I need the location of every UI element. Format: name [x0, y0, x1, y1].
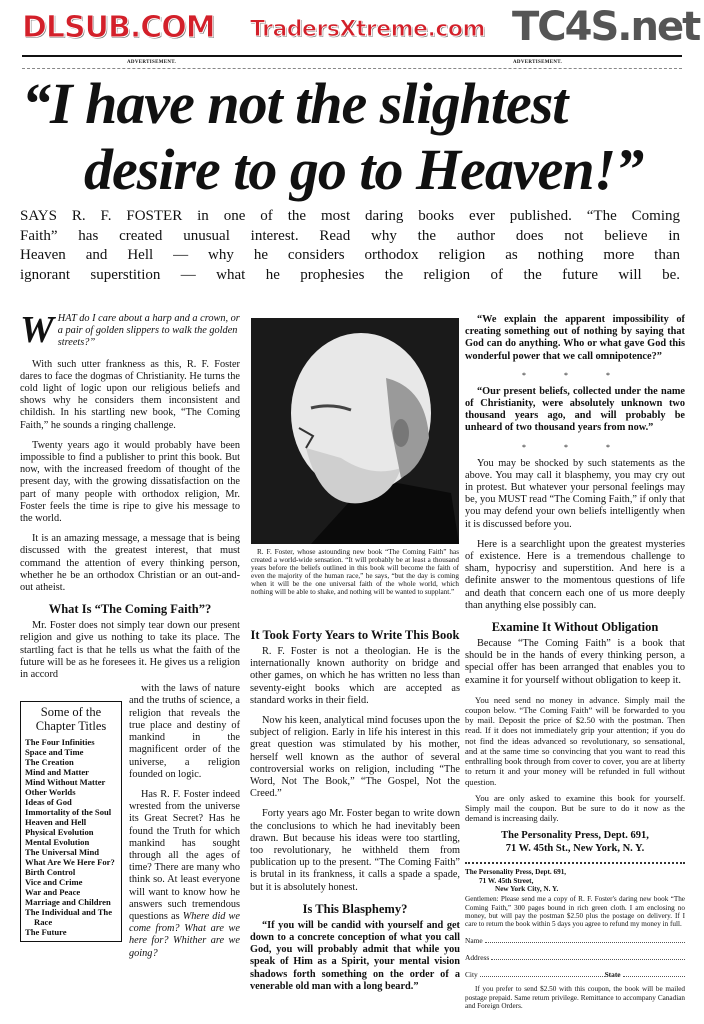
chapter-title: What Are We Here For?: [25, 857, 115, 868]
section-heading: Examine It Without Obligation: [491, 620, 659, 635]
publisher-line: The Personality Press, Dept. 691,: [501, 830, 649, 842]
header-rule: [22, 68, 682, 69]
paragraph: Mr. Foster does not simply tear down our present religion and give us nothing to take its place. The startling fact is that he tells us what the faith of the future will be as he foresees it. He gives us a religion in accord: [20, 620, 240, 681]
paragraph: Because “The Coming Faith” is a book that should be in the hands of every thinking person, a special offer has been arranged that enables you to examine it for yourself without obligation to keep it.: [465, 638, 685, 686]
coupon-address: New York City, N. Y.: [495, 884, 559, 893]
paragraph: You are only asked to examine this book for yourself. Simply mail the coupon. But be sure to do it now as the demand is increasing daily.: [465, 792, 685, 824]
paragraph: R. F. Foster is not a theologian. He is the internationally known authority on bridge and other games, on which he has written no less than seventy-eight books which are accepted as standard works in their field.: [250, 646, 460, 706]
chapter-title: The Future: [25, 927, 67, 938]
coupon-cut-line: [465, 862, 685, 864]
paragraph: [129, 789, 240, 960]
chapter-title: Physical Evolution: [25, 827, 94, 838]
coupon-address: The Personality Press, Dept. 691,: [465, 868, 567, 877]
advertisement-label-left: ADVERTISEMENT.: [127, 60, 177, 65]
coupon-body: Gentlemen: Please send me a copy of R. F. Foster's daring new book “The Coming Faith,” 300 pages bound in rich green cloth. I am enclosing no money, but will pay the postman $2.50 plus the postage on delivery. If I care to return the book within 5 days you agree to refund my money in full.: [465, 895, 685, 929]
portrait-caption: R. F. Foster, whose astounding new book “The Coming Faith” has created a world-wide sensation. “It will probably be at least a thousand years before the beliefs outlined in this book will become the faith of even the majority of the human race,” he says, “but the day is coming when it will be the one universal faith of the whole world, which nothing will be able to shake, and nothing will be wanted to supplant.”: [251, 548, 459, 596]
paragraph: Now his keen, analytical mind focuses upon the subject of religion. Early in life his interest in this great question was stimulated by his mother, herself well known as the author of several controversial works on religion, including “The Word, Not The Book,” “The Gospel, Not the Creed.”: [250, 715, 460, 800]
chapter-title: The Four Infinities: [25, 737, 95, 748]
order-coupon: [465, 868, 685, 1010]
questions-italic: Where did we come from? What are we here for? Whither are we going?: [129, 910, 240, 959]
headline-line-1: “I have not the slightest: [22, 71, 568, 136]
left-column: [20, 309, 240, 968]
top-rule: [22, 55, 682, 57]
coupon-footer: If you prefer to send $2.50 with this coupon, the book will be mailed postage prepaid. Same return privilege. Remittance to accompany Canadian and Foreign Orders.: [465, 985, 685, 1010]
paragraph: Here is a searchlight upon the greatest mysteries of existence. Here is a tremendous challenge to sham, hypocrisy and superstition. And here is a definite answer to the momentous questions of life and death that concern each one of us more deeply than anything else possibly can.: [465, 538, 685, 611]
watermark-dlsub-logo: DLSUB.COM: [22, 10, 215, 45]
chapter-title: Ideas of God: [25, 797, 72, 808]
paragraph: You need send no money in advance. Simply mail the coupon below. “The Coming Faith” will be forwarded to you by mail. Deposit the price of $2.50 with the postman. Then read. If it does not immediately grip your attention; if you do not find the ideas advanced so revolutionary, so sensational, and at the same time so convincing that you want to read this enthralling book through from cover to cover, you are at liberty to return it and your money will be refunded in full without question.: [465, 694, 685, 787]
chapter-title: Immortality of the Soul: [25, 807, 112, 818]
watermark-tc4s-logo: TC4S.net: [512, 4, 700, 50]
deck-line: SAYS R. F. FOSTER in one of the most daring books ever published. “The Coming: [20, 208, 680, 224]
chapter-box-title: Some of the Chapter Titles: [35, 705, 107, 733]
deck-line: Faith” has created unusual interest. Read why the author does not believe in: [20, 227, 680, 244]
chapter-title: War and Peace: [25, 887, 81, 898]
paragraph: Forty years ago Mr. Foster began to write down the conclusions to which he had inevitably been drawn. But because his ideas were too startling, too revolutionary, he withheld them from publication up to the present. “The Coming Faith” is brutal in its frankness, it calls a spade a spade, but it is absolutely honest.: [250, 808, 460, 893]
address-field[interactable]: [465, 953, 685, 962]
name-field[interactable]: [465, 936, 685, 945]
chapter-title: Other Worlds: [25, 787, 76, 798]
section-heading: What Is “The Coming Faith”?: [48, 602, 212, 617]
blasphemy-quote: “If you will be candid with yourself and get down to a concrete conception of what you call God, you will probably admit that while you speak of Him as a Spirit, your mental vision shadows forth something on the order of a venerable old man with a long beard.”: [250, 919, 460, 992]
chapter-title: Mind Without Matter: [25, 777, 106, 788]
pull-quote: “Our present beliefs, collected under the name of Christianity, were absolutely unknown two thousand years ago, and will probably be unheard of two thousand years from now.”: [465, 385, 685, 434]
advertisement-label-right: ADVERTISEMENT.: [513, 60, 563, 65]
separator-stars: * * *: [522, 442, 628, 452]
chapter-title: Vice and Crime: [25, 877, 83, 888]
paragraph: It is an amazing message, a message that is being discussed with the greatest interest, that must command the attention of every thinking person, whether he be an orthodox Christian or an out-and-out atheist.: [20, 533, 240, 594]
pull-quote: “We explain the apparent impossibility of creating something out of nothing by saying that God can do anything. Who or what gave God this wonderful power that we call omnipotence?”: [465, 314, 685, 362]
section-heading: It Took Forty Years to Write This Book: [250, 628, 460, 642]
city-label: City: [465, 970, 478, 980]
chapter-title: The Universal Mind: [25, 847, 100, 858]
headline-line-2: desire to go to Heaven!”: [84, 137, 644, 202]
paragraph: With such utter frankness as this, R. F. Foster dares to face the dogmas of Christianity. He turns the cold light of logic upon our religious beliefs and shows why he considers them inconsistent and childish. In his startling new book, “The Coming Faith,” he sounds a ringing challenge.: [20, 358, 240, 431]
publisher-address: [465, 829, 685, 855]
paragraph: You may be shocked by such statements as the above. You may call it blasphemy, you may cry out in protest. But whatever your personal feelings may be, you MUST read “The Coming Faith,” if only that you may defend your own beliefs intelligently when it is discussed before you.: [465, 457, 685, 530]
chapter-title: Space and Time: [25, 747, 84, 758]
chapter-title: Marriage and Children: [25, 897, 111, 908]
paragraph: Twenty years ago it would probably have been impossible to find a publisher to print this book. But now, with the increased freedom of thought of the present day, with the growing dissatisfaction on the part of many people with orthodox religion, Mr. Foster feels the time is ripe to give his message to the world.: [20, 439, 240, 525]
chapter-title: Mental Evolution: [25, 837, 90, 848]
watermark-tradersxtreme-logo: TradersXtreme.com: [250, 17, 485, 42]
chapter-titles-box: [20, 701, 122, 942]
deck-line: Heaven and Hell — why he considers orthodox religion as nothing more than: [20, 247, 680, 263]
chapter-title: Heaven and Hell: [25, 817, 87, 828]
intro-quote: [20, 309, 240, 351]
portrait-illustration: [251, 318, 459, 544]
city-state-field[interactable]: [465, 970, 685, 979]
drop-cap: W: [20, 309, 54, 351]
separator-stars: * * *: [522, 370, 628, 380]
right-column: [465, 314, 685, 1010]
paragraph-text: Has R. F. Foster indeed wrested from the universe its Great Secret? Has he found the Truth for which mankind has sought through all the ages of time? There are many who think so. At least everyone will want to know how he answers such tremendous questions as: [129, 788, 240, 922]
deck: [20, 207, 680, 285]
publisher-line: 71 W. 45th St., New York, N. Y.: [505, 843, 645, 855]
chapter-title: Birth Control: [25, 867, 76, 878]
author-portrait: [251, 318, 459, 544]
address-label: Address: [465, 953, 490, 963]
name-label: Name: [465, 936, 483, 946]
chapter-title: The Creation: [25, 757, 74, 768]
state-label: State: [604, 970, 621, 980]
chapter-title: The Individual and The Race: [25, 907, 113, 928]
deck-line: ignorant superstition — what he prophesies the religion of the future will be.: [20, 266, 680, 283]
chapter-title: Mind and Matter: [25, 767, 89, 778]
section-heading: Is This Blasphemy?: [302, 901, 408, 916]
paragraph: with the laws of nature and the truths of science, a religion that reveals the true place and destiny of mankind in the magnificent order of the universe, a religion founded on logic.: [129, 683, 240, 780]
middle-column: [250, 622, 460, 1001]
coupon-address: 71 W. 45th Street,: [479, 876, 534, 885]
intro-text: HAT do I care about a harp and a crown, or a pair of golden slippers to walk the golden streets?”: [57, 313, 240, 349]
